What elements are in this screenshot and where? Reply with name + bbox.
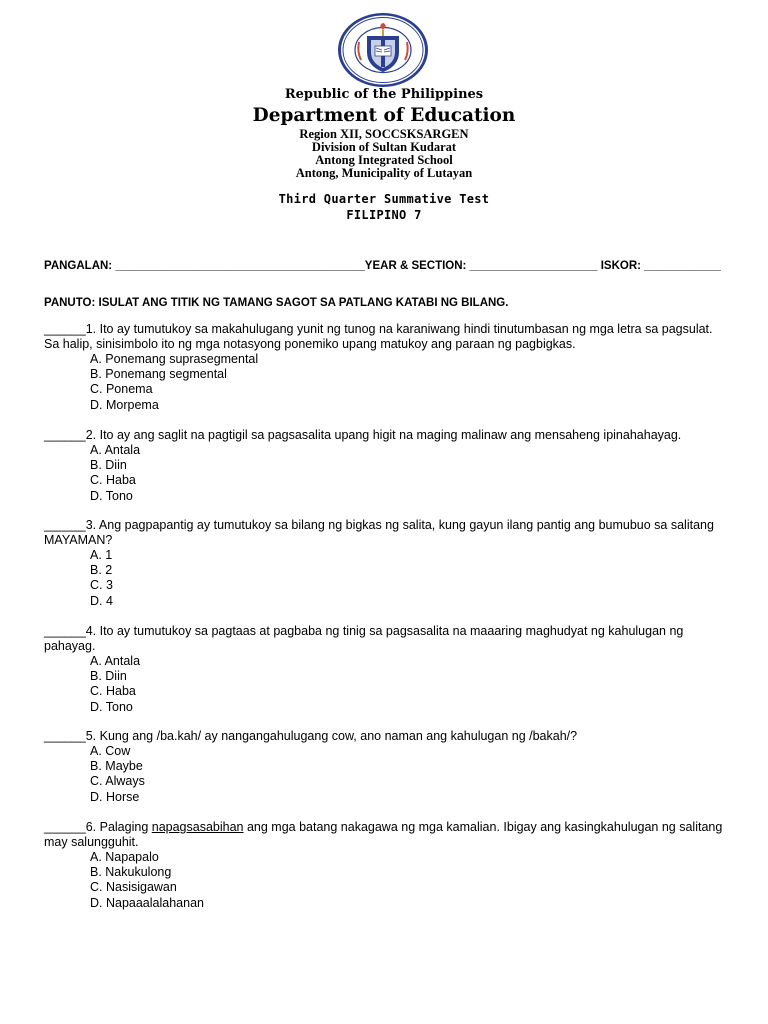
name-label: PANGALAN: (44, 260, 113, 272)
choice-d: D. Tono (90, 699, 133, 714)
choice-b: B. Diin (90, 669, 127, 684)
question-5-choices (90, 744, 145, 805)
choice-a: A. Antala (90, 443, 141, 457)
choice-a: A. Ponemang suprasegmental (90, 352, 259, 366)
choice-b: B. Ponemang segmental (90, 367, 227, 382)
question-6-blank[interactable]: ______6. (44, 820, 97, 834)
choice-a: A. Cow (90, 744, 131, 758)
question-2-choices (90, 443, 140, 504)
question-5-stem (44, 729, 724, 744)
choice-c: C. Haba (90, 473, 136, 488)
region-line: Region XII, SOCCSKSARGEN (299, 127, 469, 141)
question-3-text: Ang pagpapantig ay tumutukoy sa bilang ng bigkas ng salita, kung gayun ilang pantig ang bumubuo sa salitang MAYAMAN? (44, 518, 714, 547)
question-6-stem (44, 820, 724, 850)
choice-d: D. Tono (90, 488, 133, 503)
choice-c: C. Haba (90, 684, 136, 699)
score-label: ISKOR: (600, 260, 641, 272)
choice-c: C. Ponema (90, 382, 153, 397)
choice-d: D. 4 (90, 593, 113, 608)
question-1-choices (90, 352, 258, 413)
choice-c: C. Always (90, 774, 145, 789)
choice-a: A. 1 (90, 548, 113, 562)
school-line: Antong Integrated School (315, 153, 453, 167)
question-4-stem (44, 624, 724, 654)
question-2-blank[interactable]: ______2. (44, 428, 97, 442)
division-line: Division of Sultan Kudarat (311, 140, 457, 154)
question-4-blank[interactable]: ______4. (44, 624, 97, 638)
student-info-line (44, 260, 721, 272)
question-3-choices (90, 548, 113, 609)
choice-a: A. Antala (90, 654, 141, 668)
question-1-text: Ito ay tumutukoy sa makahulugang yunit ng tunog na karaniwang hindi tinutumbasan ng mga letra sa pagsulat. Sa halip, sinisimbolo ito ng mga notasyong ponemiko upang matukoy ang paraan ng pagbigkas. (44, 322, 713, 351)
section-label: YEAR & SECTION: (364, 260, 467, 272)
question-6-underlined-word: napagsasabihan (151, 820, 244, 834)
question-2-stem (44, 428, 724, 443)
department-name: Department of Education (252, 105, 516, 126)
question-4-choices (90, 654, 140, 715)
directions: PANUTO: ISULAT ANG TITIK NG TAMANG SAGOT SA PATLANG KATABI NG BILANG. (44, 297, 509, 309)
choice-d: D. Horse (90, 789, 140, 804)
choice-c: C. 3 (90, 578, 113, 593)
question-1-blank[interactable]: ______1. (44, 322, 97, 336)
question-6-text-before: Palaging (96, 820, 152, 834)
name-blank[interactable]: _______________________________________ (115, 260, 365, 272)
test-subject: FILIPINO 7 (346, 208, 422, 222)
choice-d: D. Morpema (90, 397, 159, 412)
republic-line: Republic of the Philippines (284, 87, 484, 102)
question-3-stem (44, 518, 724, 548)
test-title: Third Quarter Summative Test (278, 192, 490, 206)
choice-c: C. Nasisigawan (90, 880, 177, 895)
choice-b: B. Maybe (90, 759, 143, 774)
question-1-stem (44, 322, 724, 352)
question-6-text-after: ang mga batang nakagawa ng mga kamalian. Ibigay ang kasingkahulugan ng salitang may salungguhit. (44, 820, 723, 849)
choice-b: B. Diin (90, 458, 127, 473)
question-2-text: Ito ay ang saglit na pagtigil sa pagsasalita upang higit na maging malinaw ang mensaheng ipinahahayag. (96, 428, 682, 442)
choice-a: A. Napapalo (90, 850, 159, 864)
address-line: Antong, Municipality of Lutayan (295, 166, 473, 180)
question-3-blank[interactable]: ______3. (44, 518, 97, 532)
score-blank[interactable]: ____________ (644, 260, 721, 272)
question-6-choices (90, 850, 204, 911)
deped-seal-logo (337, 12, 429, 88)
section-blank[interactable]: ____________________ (469, 260, 598, 272)
question-4-text: Ito ay tumutukoy sa pagtaas at pagbaba ng tinig sa pagsasalita na maaaring maghudyat ng kahulugan ng pahayag. (44, 624, 684, 653)
question-5-text: Kung ang /ba.kah/ ay nangangahulugang cow, ano naman ang kahulugan ng /bakah/? (96, 729, 578, 743)
choice-b: B. 2 (90, 563, 113, 578)
choice-b: B. Nakukulong (90, 865, 172, 880)
choice-d: D. Napaaalalahanan (90, 895, 204, 910)
question-5-blank[interactable]: ______5. (44, 729, 97, 743)
